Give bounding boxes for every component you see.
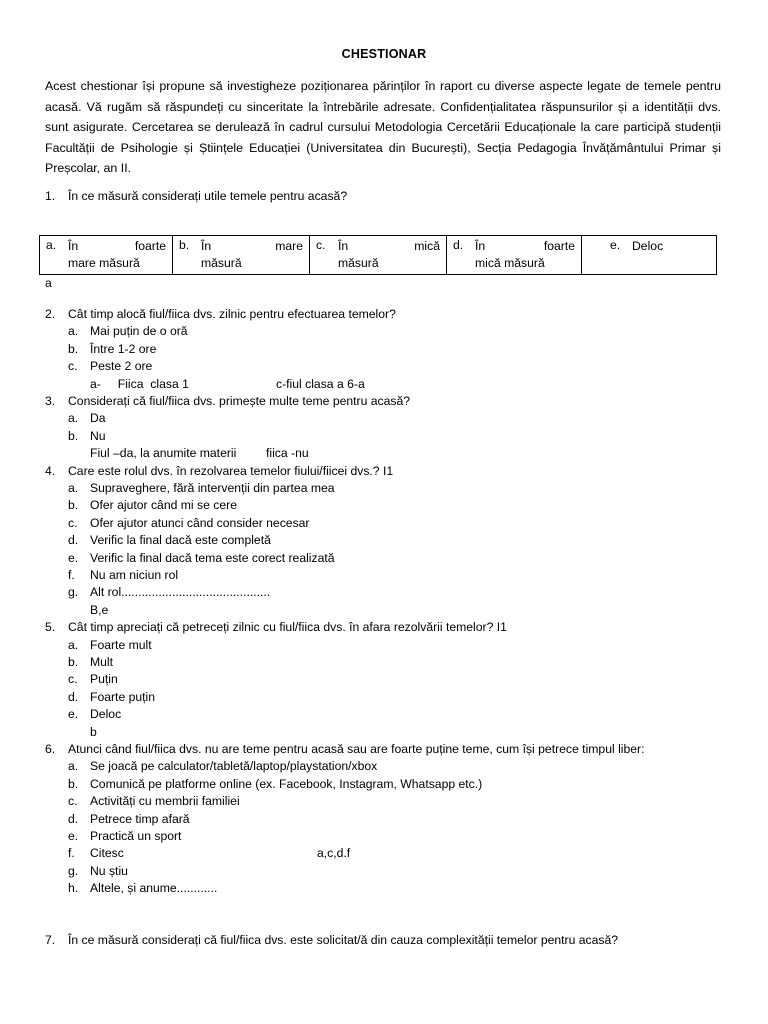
option-word: mare [275, 239, 303, 253]
option-text: Altele, și anume............ [90, 881, 218, 896]
option-line: mică măsură [475, 256, 545, 271]
question-number: 2. [45, 307, 56, 321]
option-word: În [338, 239, 349, 253]
option-text: Ofer ajutor când mi se cere [90, 498, 237, 513]
option-letter: c. [68, 515, 78, 530]
option-item[interactable] [68, 410, 106, 427]
option-letter: d. [68, 811, 79, 826]
question-text: În ce măsură considerați că fiul/fiica dvs. este solicitat/ă din cauza complexității temelor pentru acasă? [68, 933, 619, 947]
q4-options [68, 480, 335, 602]
option-letter: c. [68, 672, 78, 687]
option-letter: c. [68, 794, 78, 809]
option-letter: a. [68, 481, 79, 495]
option-text: Deloc [90, 707, 122, 722]
scale-option-c[interactable] [310, 236, 447, 275]
scale-option-e[interactable] [582, 236, 717, 275]
option-item[interactable] [68, 654, 155, 671]
option-item[interactable] [68, 497, 335, 514]
option-text: Petrece timp afară [90, 811, 190, 826]
option-letter: a. [68, 324, 79, 339]
option-text: Puțin [90, 672, 118, 687]
option-letter: b. [68, 655, 79, 669]
scale-option-b[interactable] [173, 236, 310, 275]
intro-paragraph: Acest chestionar își propune să investigheze poziționarea părinților în raport cu diverse aspecte legate de temele pentru acasă. Vă rugăm să răspundeți cu sinceritate la întrebările adresate. Confidențialitatea răspunsurilor și a identității dvs. sunt asigurate. Cercetarea se derulează în cadrul cursului Metodologia Cercetării Educaționale la care participă studenții Facultății de Psihologie și Științele Educației (Universitatea din București), Secția Pedagogia Învățământului Primar și Preșcolar, an II. [45, 79, 721, 175]
option-text: Ofer ajutor atunci când consider necesar [90, 515, 310, 530]
q3-answer-fiica: fiica -nu [266, 446, 309, 461]
question-number: 7. [45, 933, 56, 947]
option-item[interactable] [68, 845, 482, 862]
page-title: CHESTIONAR [341, 47, 427, 61]
question-2 [45, 306, 396, 323]
option-text: Supraveghere, fără intervenții din partea mea [90, 481, 335, 495]
option-word: foarte [134, 239, 166, 253]
option-word: mică [414, 239, 440, 253]
option-text: Alt rol............................................ [90, 585, 271, 600]
option-item[interactable] [68, 480, 335, 497]
option-line: măsură [338, 256, 379, 271]
option-text: Se joacă pe calculator/tabletă/laptop/playstation/xbox [90, 759, 378, 774]
question-text: Cât timp alocă fiul/fiica dvs. zilnic pentru efectuarea temelor? [68, 307, 396, 321]
option-item[interactable] [68, 793, 482, 810]
option-text: Mult [90, 655, 114, 669]
question-text: Considerați că fiul/fiica dvs. primește multe teme pentru acasă? [68, 394, 411, 408]
q1-answer: a [45, 276, 52, 290]
option-letter: c. [68, 359, 78, 374]
q2-answer-c: c-fiul clasa a 6-a [276, 376, 365, 391]
option-word: În [68, 239, 79, 253]
option-letter: b. [68, 428, 79, 443]
option-word: foarte [543, 239, 575, 253]
option-text: Foarte puțin [90, 689, 156, 704]
option-letter: e. [610, 238, 621, 252]
option-line: mare măsură [68, 256, 140, 271]
option-item[interactable] [68, 532, 335, 549]
option-text: Nu [90, 428, 106, 443]
q3-answer-fiul: Fiul –da, la anumite materii [90, 446, 237, 461]
option-letter: e. [68, 829, 79, 844]
option-letter: g. [68, 585, 79, 600]
scale-option-a[interactable] [40, 236, 173, 275]
option-letter: b. [68, 341, 79, 356]
option-item[interactable] [68, 584, 335, 601]
option-letter: g. [68, 863, 79, 878]
scale-option-d[interactable] [447, 236, 582, 275]
question-number: 3. [45, 394, 56, 408]
option-letter: b. [68, 498, 79, 513]
question-number: 5. [45, 620, 56, 635]
option-item[interactable] [68, 567, 335, 584]
question-5 [45, 619, 507, 636]
option-text: Nu am niciun rol [90, 568, 179, 583]
option-item[interactable] [68, 550, 335, 567]
q6-options [68, 758, 482, 897]
option-word: În [201, 239, 212, 253]
option-letter: a. [68, 759, 79, 774]
option-item[interactable] [68, 671, 155, 688]
option-item[interactable] [68, 428, 106, 445]
option-letter: b. [68, 776, 79, 791]
option-letter: a. [68, 411, 79, 426]
question-7 [45, 932, 618, 949]
question-4 [45, 463, 393, 480]
option-item[interactable] [68, 828, 482, 845]
option-text: Mai puțin de o oră [90, 324, 188, 339]
q2-answer-a: a- Fiica clasa 1 [90, 376, 189, 391]
option-item[interactable] [68, 776, 482, 793]
question-3 [45, 393, 410, 410]
option-word: În [475, 239, 486, 253]
question-number: 1. [45, 189, 56, 203]
option-letter: a. [68, 637, 79, 652]
option-text: Citesc [90, 846, 124, 861]
q2-options [68, 323, 188, 375]
option-text: Comunică pe platforme online (ex. Facebook, Instagram, Whatsapp etc.) [90, 776, 483, 791]
option-item[interactable] [68, 358, 188, 375]
question-text: Cât timp apreciați că petreceți zilnic cu fiul/fiica dvs. în afara rezolvării temelor? I1 [68, 620, 507, 635]
question-text: Care este rolul dvs. în rezolvarea temelor fiului/fiicei dvs.? I1 [68, 463, 394, 478]
option-letter: e. [68, 707, 79, 722]
option-text: Nu știu [90, 863, 128, 878]
q6-answer: a,c,d.f [317, 846, 351, 861]
option-text: Activități cu membrii familiei [90, 794, 240, 809]
option-text: Verific la final dacă tema este corect realizată [90, 550, 335, 565]
option-letter: f. [68, 846, 75, 861]
q5-answer: b [90, 724, 97, 739]
option-word: Deloc [632, 239, 664, 253]
q1-scale-table [39, 235, 717, 275]
option-item[interactable] [68, 341, 188, 358]
question-number: 4. [45, 463, 56, 478]
option-item[interactable] [68, 515, 335, 532]
option-text: Între 1-2 ore [90, 341, 157, 356]
option-item[interactable] [68, 323, 188, 340]
option-letter: b. [179, 238, 190, 252]
question-text: În ce măsură considerați utile temele pentru acasă? [68, 189, 348, 203]
option-item[interactable] [68, 863, 482, 880]
option-letter: a. [46, 238, 57, 252]
option-text: Peste 2 ore [90, 359, 153, 374]
option-letter: d. [68, 533, 79, 548]
option-item[interactable] [68, 880, 482, 897]
q5-options [68, 637, 155, 724]
question-1 [45, 188, 347, 205]
question-6 [45, 741, 645, 758]
option-letter: c. [316, 238, 326, 252]
option-item[interactable] [68, 637, 155, 654]
option-letter: d. [453, 238, 464, 252]
q4-answer: B,e [90, 602, 109, 617]
option-letter: e. [68, 550, 79, 565]
option-line: măsură [201, 256, 242, 271]
option-item[interactable] [68, 689, 155, 706]
option-item[interactable] [68, 811, 482, 828]
question-text: Atunci când fiul/fiica dvs. nu are teme pentru acasă sau are foarte puține teme, cum își petrece timpul liber: [68, 742, 645, 756]
option-letter: h. [68, 881, 79, 896]
option-letter: f. [68, 568, 75, 583]
option-letter: d. [68, 689, 79, 704]
option-text: Practică un sport [90, 829, 182, 844]
question-number: 6. [45, 742, 56, 756]
option-item[interactable] [68, 758, 482, 775]
option-text: Foarte mult [90, 637, 152, 652]
option-item[interactable] [68, 706, 155, 723]
option-text: Verific la final dacă este completă [90, 533, 271, 548]
option-text: Da [90, 411, 106, 426]
q3-options [68, 410, 106, 445]
